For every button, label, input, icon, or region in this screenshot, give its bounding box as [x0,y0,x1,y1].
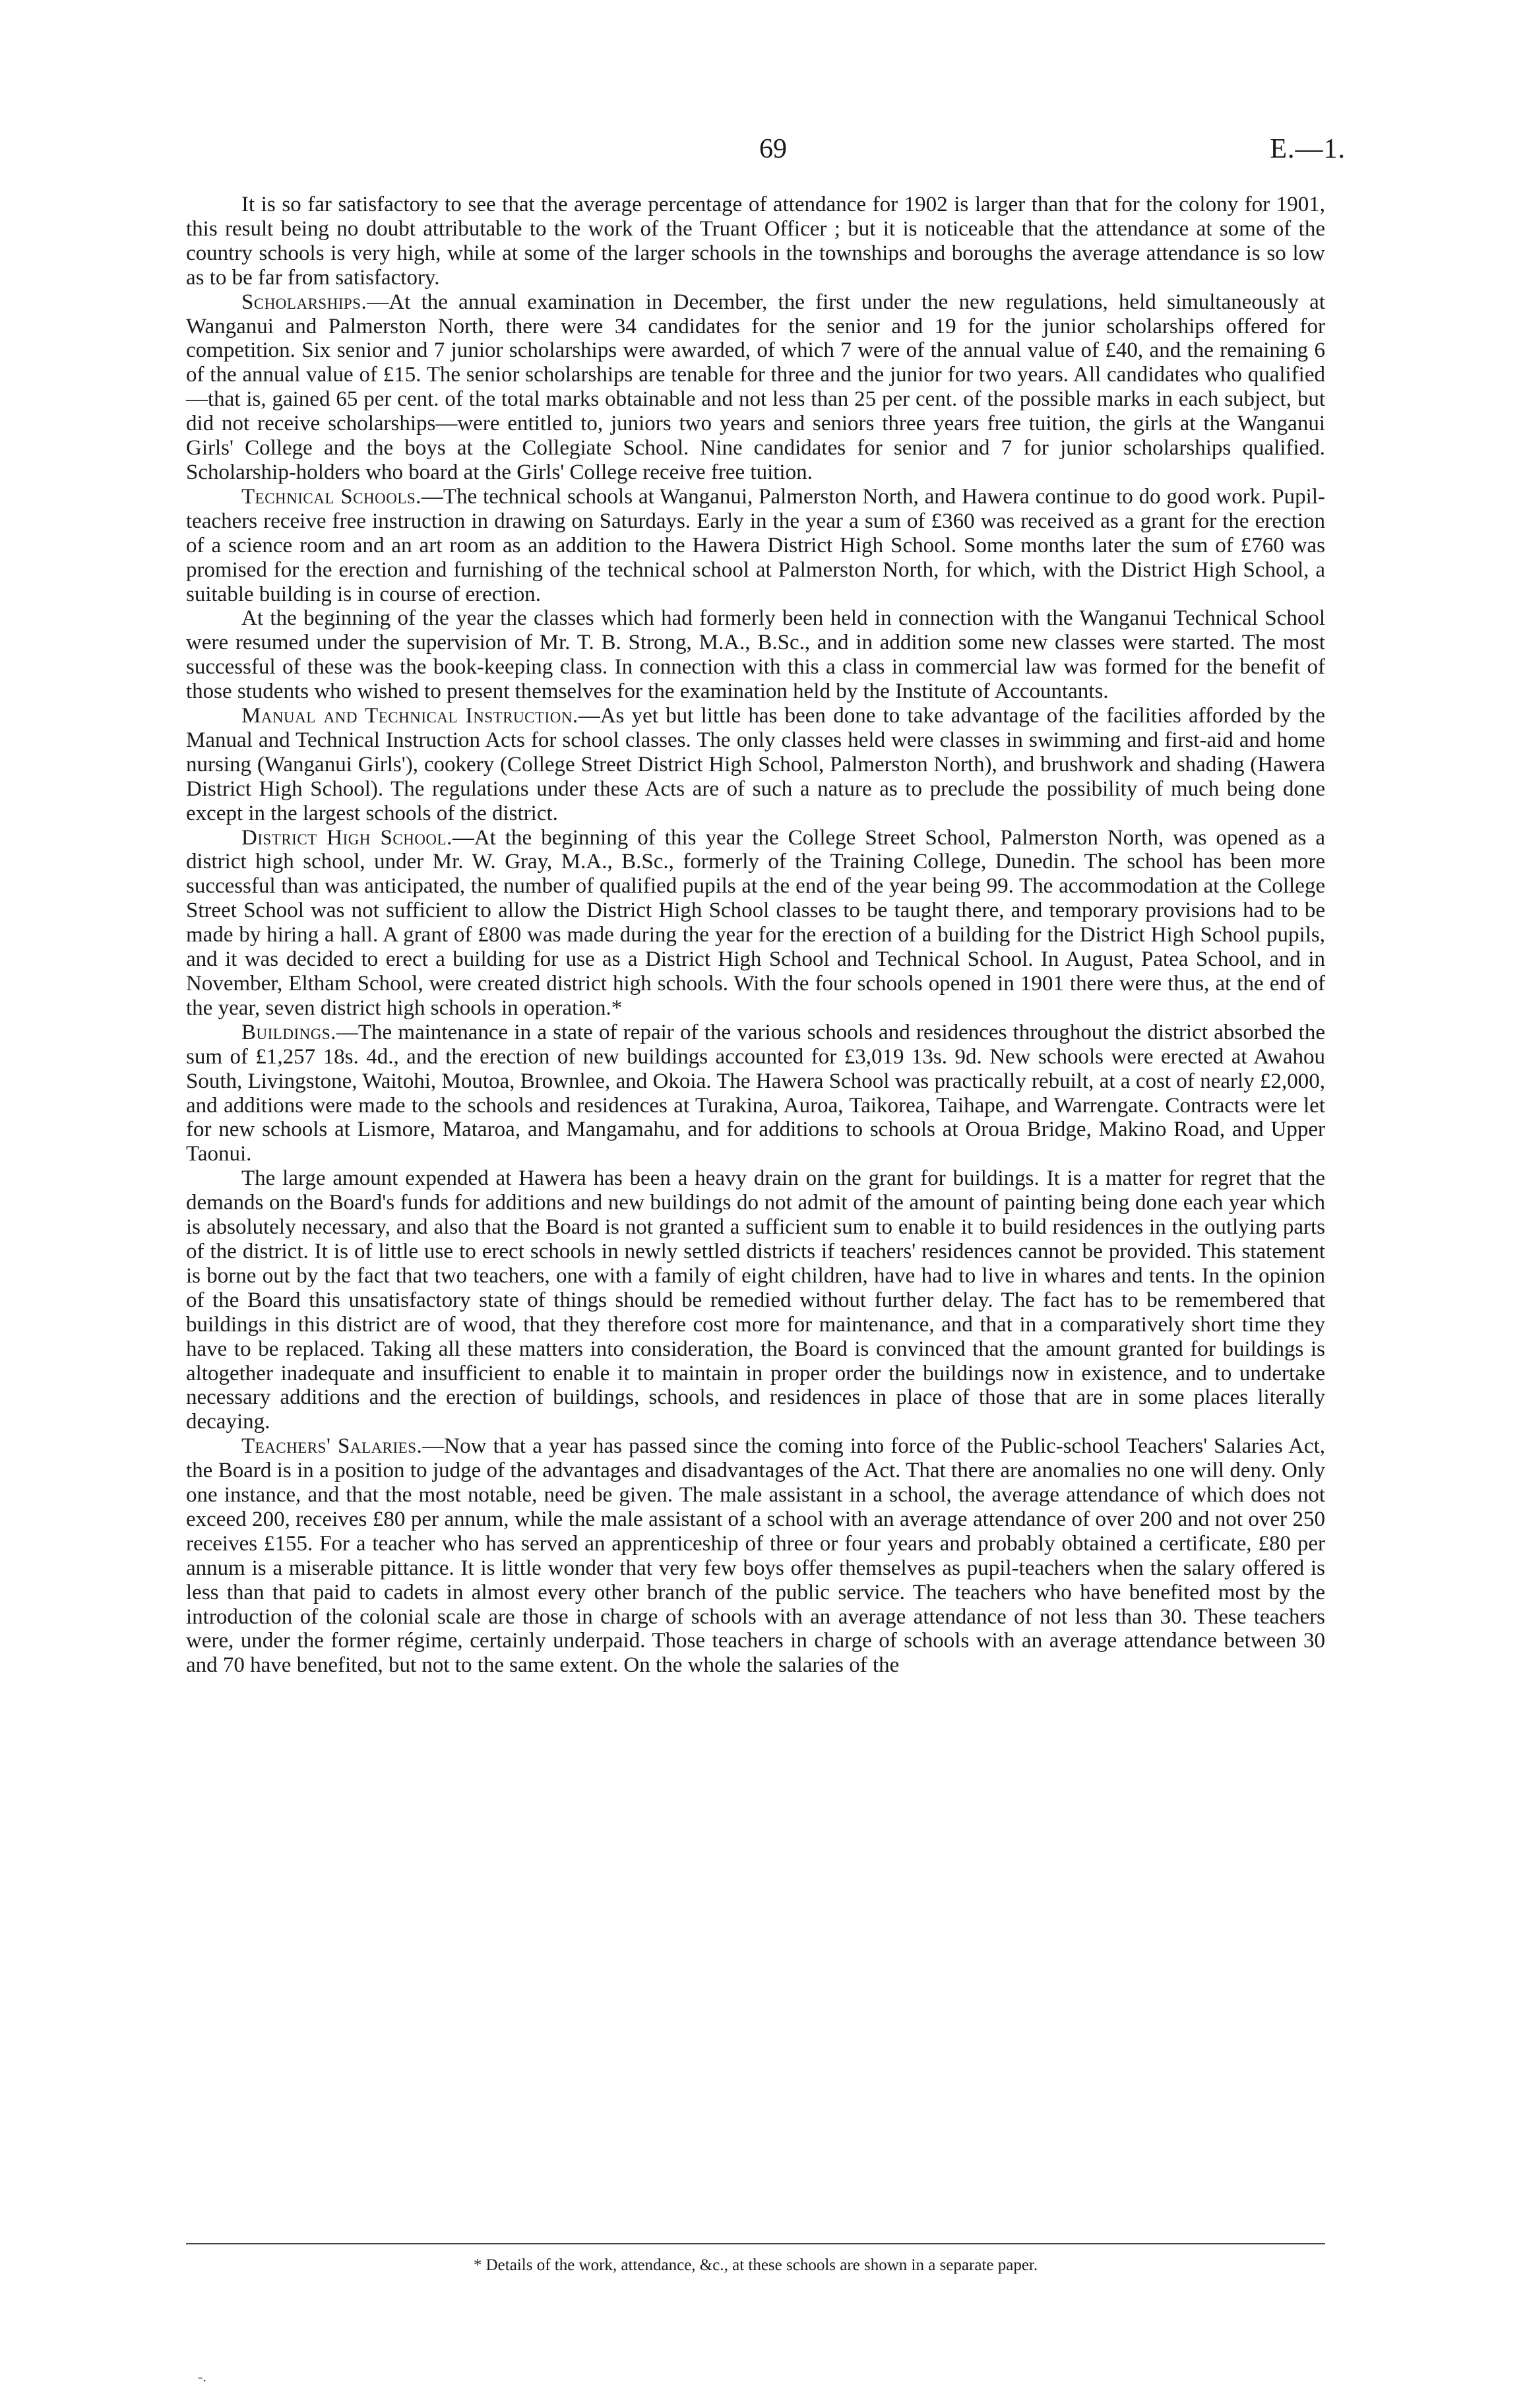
paragraph-text: —At the annual examination in December, the first under the new regulations, held simultaneously at Wanganui and Palmerston North, there were 34 candidates for the senior and 19 for the junior scholarships offered for competition. Six senior and 7 junior scholarships were awarded, of which 7 were of the annual value of £40, and the remaining 6 of the annual value of £15. The senior scholarships are tenable for three and the junior for two years. All candidates who qualified—that is, gained 65 per cent. of the total marks obtainable and not less than 25 per cent. of the possible marks in each subject, but did not receive scholarships—were entitled to, juniors two years and seniors three years free tuition, the girls at the Wanganui Girls' College and the boys at the Collegiate School. Nine candidates for senior and 7 for junior scholarships qualified. Scholarship-holders who board at the Girls' College receive free tuition. [186,290,1325,484]
paragraph-text: —At the beginning of this year the College Street School, Palmerston North, was opened as a district high school, under Mr. W. Gray, M.A., B.Sc., formerly of the Training College, Dunedin. The school has been more successful than was anticipated, the number of qualified pupils at the end of the year being 99. The accommodation at the College Street School was not sufficient to allow the District High School classes to be taught there, and temporary provisions had to be made by hiring a hall. A grant of £800 was made during the year for the erection of a building for the District High School pupils, and it was decided to erect a building for use as a District High School and Technical School. In August, Patea School, and in November, Eltham School, were created district high schools. With the four schools opened in 1901 there were thus, at the end of the year, seven district high schools in operation.* [186,825,1325,1020]
paragraph-attendance [186,193,1325,290]
paragraph-text: —As yet but little has been done to take advantage of the facilities afforded by the Manual and Technical Instruction Acts for school classes. The only classes held were classes in swimming and first-aid and home nursing (Wanganui Girls'), cookery (College Street District High School, Palmerston North), and brushwork and shading (Hawera District High School). The regulations under these Acts are of such a nature as to preclude the possibility of much being done except in the largest schools of the district. [186,704,1325,825]
paragraph-text: —The technical schools at Wanganui, Palmerston North, and Hawera continue to do good work. Pupil-teachers receive free instruction in drawing on Saturdays. Early in the year a sum of £360 was received as a grant for the erection of a science room and an art room as an addition to the Hawera District High School. Some months later the sum of £760 was promised for the erection and furnishing of the technical school at Palmerston North, for which, with the District High School, a suitable building is in course of erection. [186,484,1325,606]
paragraph-buildings-grant [186,1166,1325,1434]
paragraph-scholarships [186,290,1325,485]
section-heading: Buildings. [241,1020,336,1044]
paragraph-manual-instruction [186,704,1325,826]
footnote: * Details of the work, attendance, &c., at these schools are shown in a separate paper. [473,2256,1038,2274]
section-heading: Teachers' Salaries. [241,1434,423,1459]
paragraph-district-high-school [186,826,1325,1021]
body-text [186,193,1325,1678]
footnote-rule [186,2243,1325,2244]
paragraph-text: The large amount expended at Hawera has been a heavy drain on the grant for buildings. It is a matter for regret that the demands on the Board's funds for additions and new buildings do not admit of the amount of painting being done each year which is absolutely necessary, and also that the Board is not granted a sufficient sum to enable it to build residences in the outlying parts of the district. It is of little use to erect schools in newly settled districts if teachers' residences cannot be provided. This statement is borne out by the fact that two teachers, one with a family of eight children, have had to live in whares and tents. In the opinion of the Board this unsatisfactory state of things should be remedied without further delay. The fact has to be remembered that buildings in this district are of wood, that they therefore cost more for maintenance, and that in a comparatively short time they have to be replaced. Taking all these matters into consideration, the Board is convinced that the amount granted for buildings is altogether inadequate and insufficient to enable it to maintain in proper order the buildings now in existence, and to undertake necessary additions and the erection of buildings, schools, and residences in place of those that are in some places literally decaying. [186,1166,1325,1434]
paragraph-text: At the beginning of the year the classes which had formerly been held in connection with the Wanganui Technical School were resumed under the supervision of Mr. T. B. Strong, M.A., B.Sc., and in addition some new classes were started. The most successful of these was the book-keeping class. In connection with this a class in commercial law was formed for the benefit of those students who wished to present themselves for the examination held by the Institute of Accountants. [186,606,1325,704]
paragraph-buildings [186,1021,1325,1166]
paragraph-text: —The maintenance in a state of repair of the various schools and residences throughout the district absorbed the sum of £1,257 18s. 4d., and the erection of new buildings accounted for £3,019 13s. 9d. New schools were erected at Awahou South, Livingstone, Waitohi, Moutoa, Brownlee, and Okoia. The Hawera School was practically rebuilt, at a cost of nearly £2,000, and additions were made to the schools and residences at Turakina, Auroa, Taikorea, Taihape, and Warrengate. Contracts were let for new schools at Lismore, Mataroa, and Mangamahu, and for additions to schools at Oroua Bridge, Makino Road, and Upper Taonui. [186,1020,1325,1166]
section-heading: District High School. [241,825,452,850]
page-header [0,129,1527,169]
page-reference: E.—1. [1270,134,1346,164]
margin-mark: -. [198,2368,206,2385]
section-heading: Manual and Technical Instruction. [241,704,578,728]
paragraph-technical-classes [186,606,1325,704]
section-heading: Scholarships. [241,290,367,314]
paragraph-teachers-salaries [186,1434,1325,1678]
paragraph-technical-schools [186,485,1325,607]
paragraph-text: It is so far satisfactory to see that the average percentage of attendance for 1902 is larger than that for the colony for 1901, this result being no doubt attributable to the work of the Truant Officer ; but it is noticeable that the attendance at some of the country schools is very high, while at some of the larger schools in the townships and boroughs the average attendance is so low as to be far from satisfactory. [186,193,1325,290]
section-heading: Technical Schools. [241,484,421,509]
page-number: 69 [759,134,787,164]
paragraph-text: —Now that a year has passed since the coming into force of the Public-school Teachers' Salaries Act, the Board is in a position to judge of the advantages and disadvantages of the Act. That there are anomalies no one will deny. Only one instance, and that the most notable, need be given. The male assistant in a school, the average attendance of which does not exceed 200, receives £80 per annum, while the male assistant of a school with an average attendance of over 200 and not over 250 receives £155. For a teacher who has served an apprenticeship of three or four years and probably obtained a certificate, £80 per annum is a miserable pittance. It is little wonder that very few boys offer themselves as pupil-teachers when the salary offered is less than that paid to cadets in almost every other branch of the public service. The teachers who have benefited most by the introduction of the colonial scale are those in charge of schools with an average attendance of not less than 30. These teachers were, under the former régime, certainly underpaid. Those teachers in charge of schools with an average attendance between 30 and 70 have benefited, but not to the same extent. On the whole the salaries of the [186,1434,1325,1678]
